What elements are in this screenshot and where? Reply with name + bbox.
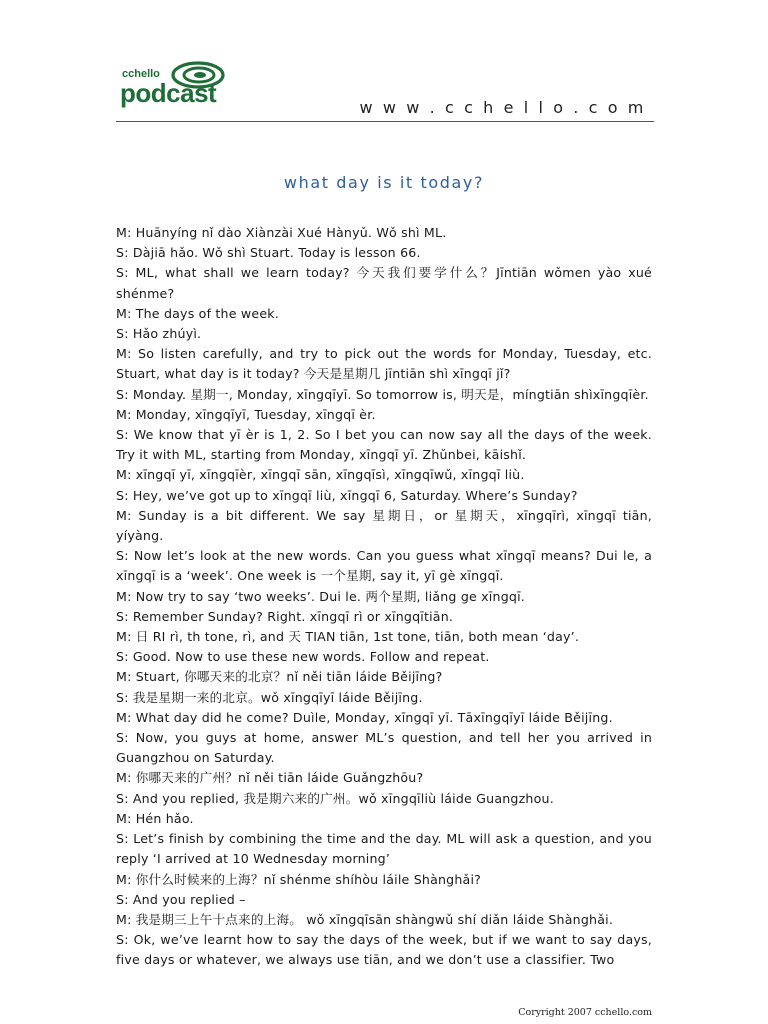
transcript-line: M: Huānyíng nǐ dào Xiànzài Xué Hànyǔ. Wǒ shì ML.: [116, 225, 447, 240]
transcript-line: S: Let’s finish by combining the time and the day. ML will ask a question, and you reply ‘I arrived at 10 Wednesday morning’: [116, 831, 652, 867]
transcript-line: S: Hey, we’ve got up to xīngqī liù, xīngqī 6, Saturday. Where’s Sunday?: [116, 487, 578, 503]
cchello-podcast-logo: [118, 60, 238, 112]
transcript-line: S: Remember Sunday? Right. xīngqī rì or xīngqītiān.: [116, 608, 454, 624]
logo-podcast-text: podcast: [120, 78, 217, 108]
logo-small-text: cchello: [122, 68, 160, 80]
transcript-line: M: Sunday is a bit different. We say 星期日，or 星期天，xīngqīrì, xīngqī tiān, yíyàng.: [116, 507, 652, 544]
transcript-line: S: ML, what shall we learn today? 今天我们要学什么？Jīntiān wǒmen yào xué shénme?: [116, 265, 652, 301]
transcript-line: S: And you replied, 我是期六来的广州。wǒ xīngqīliù láide Guangzhou.: [116, 790, 554, 806]
transcript-line: M: Now try to say ‘two weeks’. Dui le. 两个星期, liǎng ge xīngqī.: [116, 588, 525, 604]
transcript-line: S: Dàjiā hǎo. Wǒ shì Stuart. Today is lesson 66.: [116, 245, 421, 261]
transcript-line: S: Now, you guys at home, answer ML’s question, and tell her you arrived in Guangzhou on Saturday.: [116, 730, 652, 766]
header-divider: [116, 121, 654, 122]
transcript-line: M: 我是期三上午十点来的上海。 wǒ xīngqīsān shàngwǔ shí diǎn láide Shànghǎi.: [116, 911, 614, 927]
transcript-line: M: 你哪天来的广州？nǐ něi tiān láide Guǎngzhōu?: [116, 770, 424, 786]
transcript-line: S: Good. Now to use these new words. Follow and repeat.: [116, 649, 490, 665]
transcript-line: S: Ok, we’ve learnt how to say the days of the week, but if we want to say days, five days or whatever, we always use tiān, and we don’t use a classifier. Two: [116, 932, 652, 968]
transcript-line: M: 你什么时候来的上海？nǐ shénme shíhòu láile Shànghǎi?: [116, 871, 482, 887]
transcript-line: M: Hén hǎo.: [116, 810, 194, 826]
transcript: [116, 223, 652, 971]
transcript-line: M: Stuart, 你哪天来的北京？nǐ něi tiān láide Běijīng?: [116, 669, 443, 685]
transcript-line: M: So listen carefully, and try to pick out the words for Monday, Tuesday, etc. Stuart, what day is it today? 今天是星期几 jīntiān shì xīngqī jǐ?: [116, 346, 652, 382]
transcript-line: M: 日 RI rì, th tone, rì, and 天 TIAN tiān, 1st tone, tiān, both mean ‘day’.: [116, 629, 580, 645]
transcript-line: S: Hǎo zhúyì.: [116, 326, 202, 342]
transcript-line: S: 我是星期一来的北京。wǒ xīngqīyī láide Běijīng.: [116, 689, 423, 705]
transcript-line: M: Monday, xīngqīyī, Tuesday, xīngqī èr.: [116, 406, 376, 422]
transcript-line: S: We know that yī èr is 1, 2. So I bet you can now say all the days of the week. Try it with ML, starting from Monday, xīngqī yī. Zhǔnbei, kāishǐ.: [116, 427, 652, 463]
transcript-line: S: And you replied –: [116, 891, 246, 907]
page-title: what day is it today?: [283, 173, 485, 192]
site-url: w w w . c c h e l l o . c o m: [359, 98, 646, 117]
transcript-line: M: xīngqī yī, xīngqīèr, xīngqī sān, xīngqīsì, xīngqīwǔ, xīngqī liù.: [116, 467, 525, 483]
transcript-line: S: Monday. 星期一, Monday, xīngqīyī. So tomorrow is, 明天是，míngtiān shìxīngqīèr.: [116, 386, 649, 402]
transcript-line: M: What day did he come? Duìle, Monday, xīngqī yī. Tāxīngqīyī láide Běijīng.: [116, 709, 613, 725]
transcript-line: S: Now let’s look at the new words. Can you guess what xīngqī means? Dui le, a xīngqī is a ‘week’. One week is 一个星期, say it, yī gè xīngqī.: [116, 548, 652, 584]
transcript-line: M: The days of the week.: [116, 305, 279, 321]
copyright-footer: Coryright 2007 cchello.com: [518, 1007, 652, 1018]
